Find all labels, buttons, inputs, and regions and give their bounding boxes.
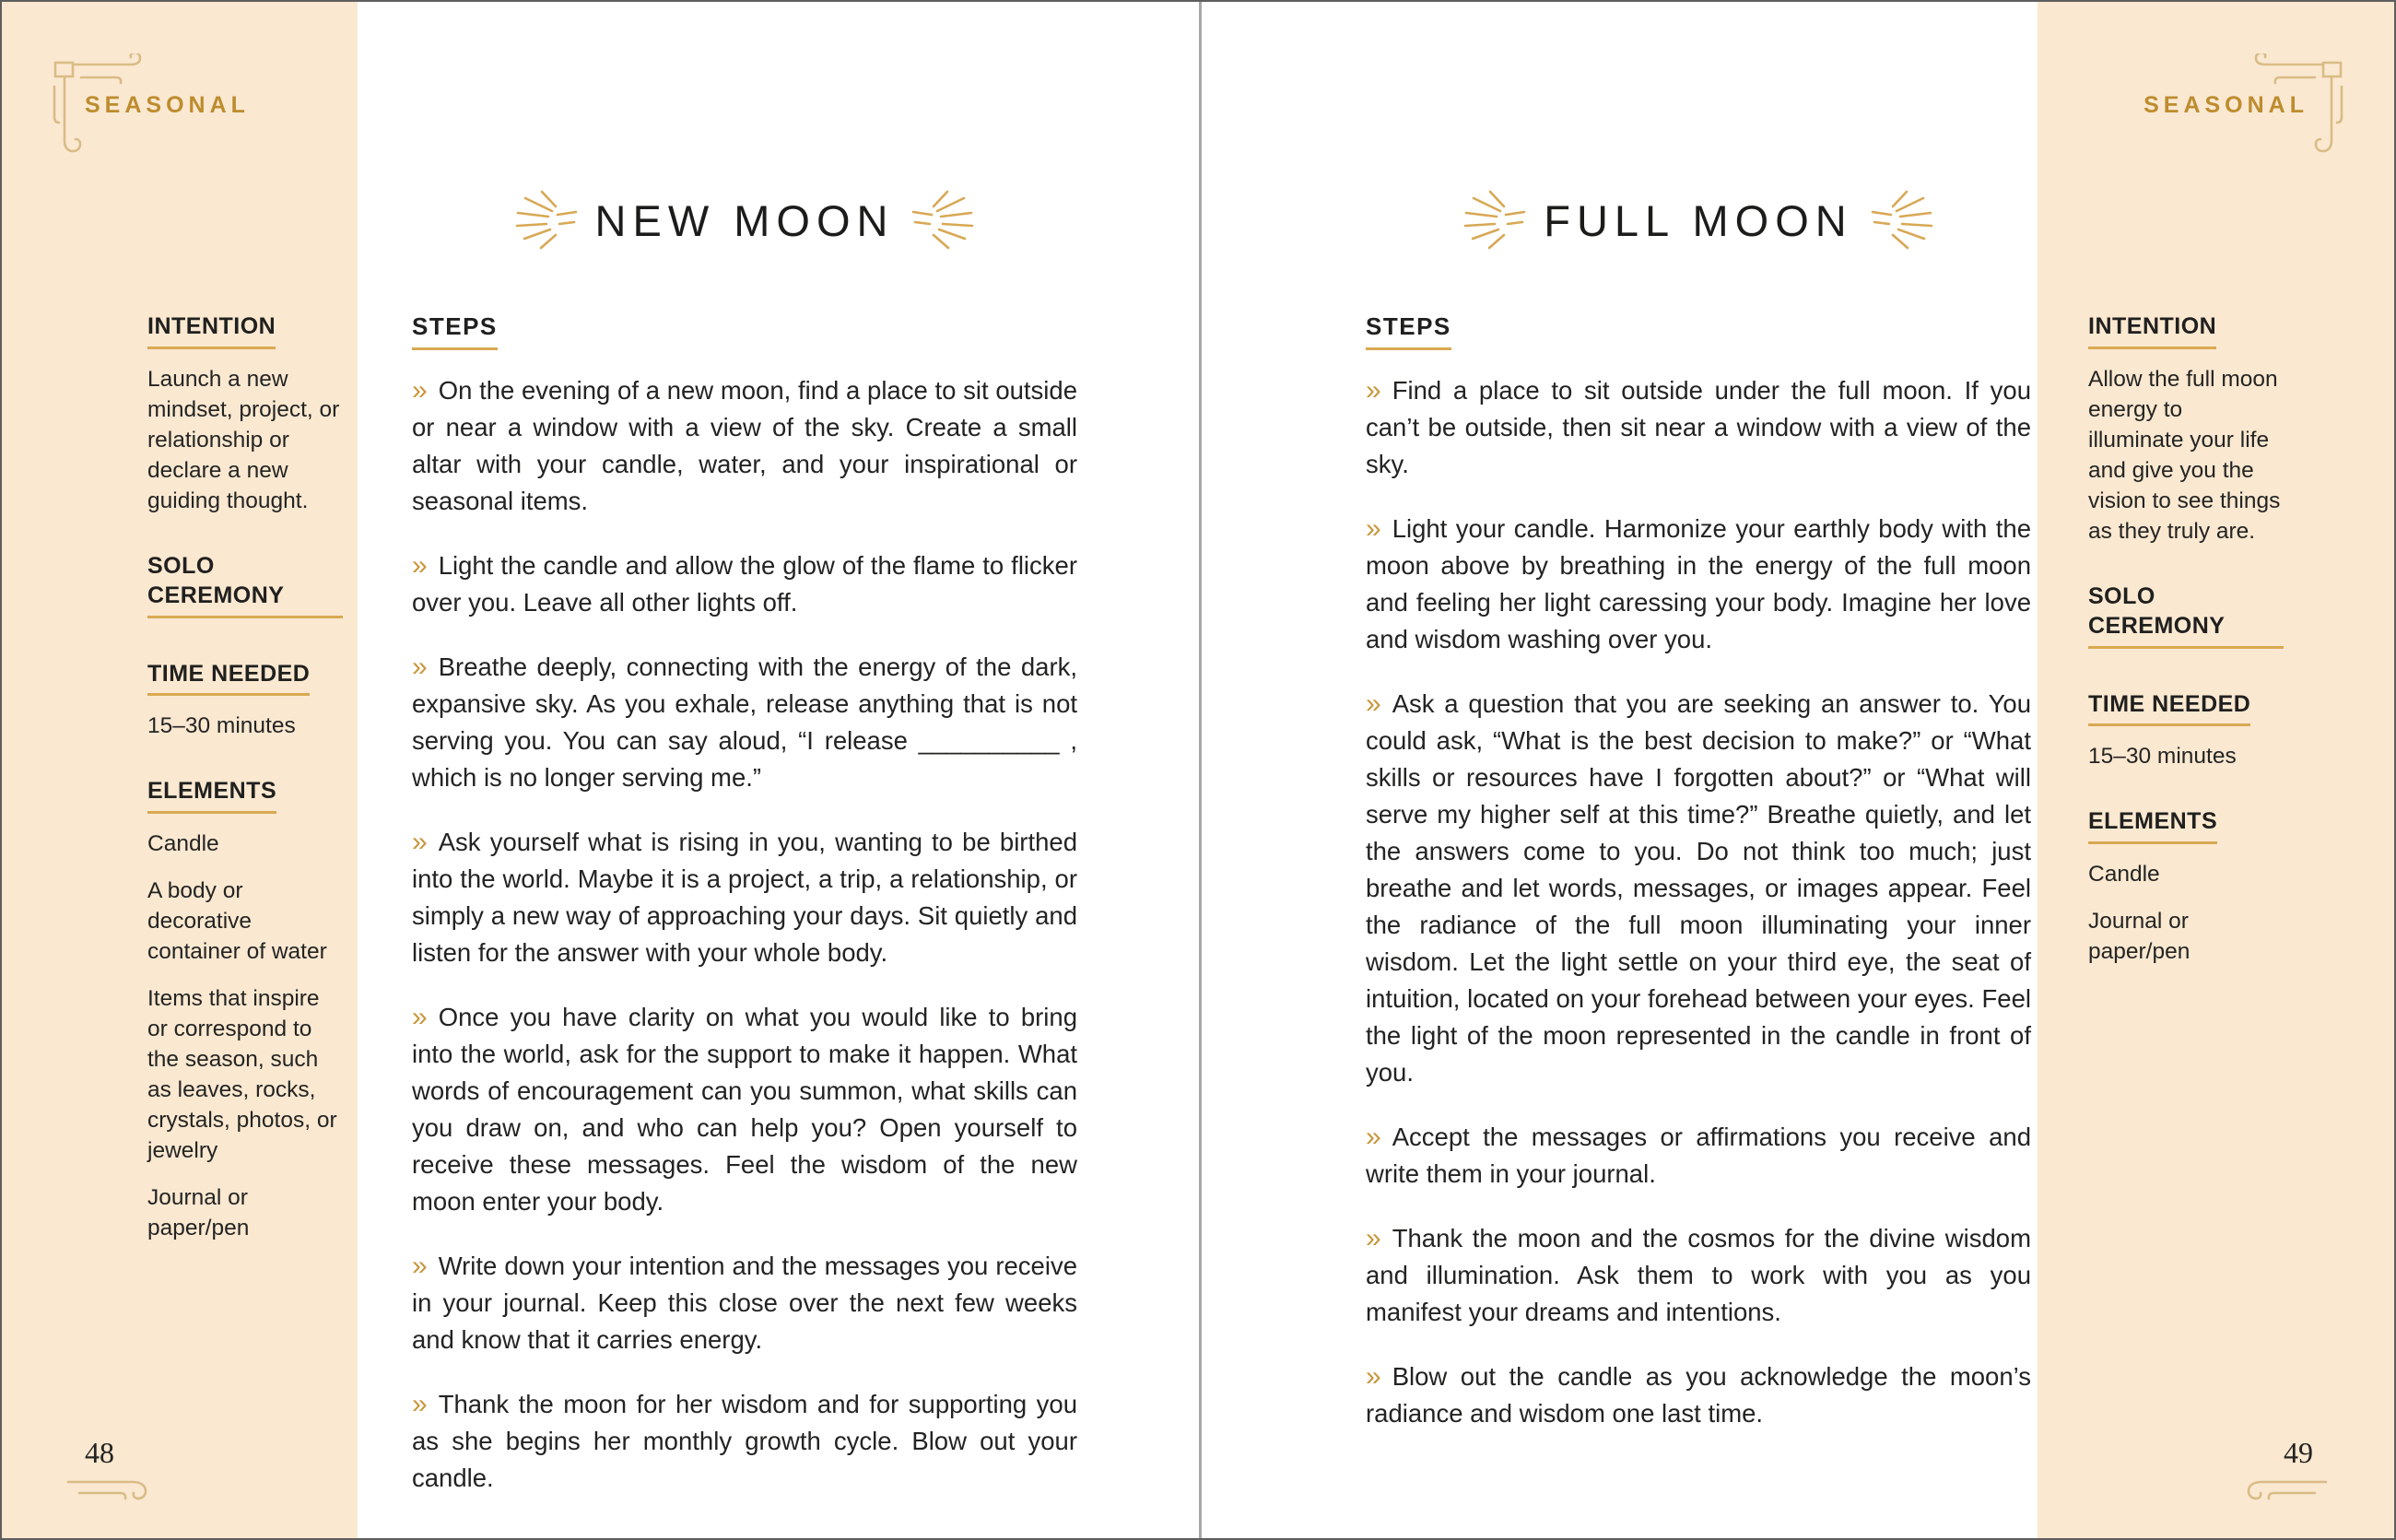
step-text: Once you have clarity on what you would like to bring into the world, ask for the support to make it happen. What words of encouragement can you summon, what skills can you draw on, and who can help you? Open yourself to receive these messages. Feel the wisdom of the new moon enter your body. [412,1002,1077,1216]
step-item [1366,511,2031,658]
step-item [1366,1220,2031,1331]
step-text: Thank the moon for her wisdom and for supporting you as she begins her monthly growth cycle. Blow out your candle. [412,1389,1077,1492]
chapter-title-block [1366,186,2031,255]
step-item [412,547,1077,621]
element-item: Journal or paper/pen [147,1184,250,1240]
elements-heading: ELEMENTS [147,776,276,814]
steps-heading: STEPS [1366,312,1451,350]
step-item [412,999,1077,1220]
intention-heading: INTENTION [2088,312,2216,349]
sunburst-rays-icon [1868,186,1934,255]
step-item [412,649,1077,796]
step-text: Find a place to sit outside under the full moon. If you can’t be outside, then sit near a window with a view of the sky. [1366,375,2031,478]
time-needed-heading: TIME NEEDED [147,659,310,697]
chevron-bullet-icon: » [412,651,428,682]
step-item [412,824,1077,971]
time-needed-heading: TIME NEEDED [2088,689,2250,727]
sunburst-rays-icon [1462,186,1529,255]
chevron-bullet-icon: » [412,1250,428,1281]
page-number: 48 [85,1436,114,1469]
running-head: SEASONAL [2143,92,2308,118]
step-item [1366,1358,2031,1432]
step-text: Light the candle and allow the glow of the flame to flicker over you. Leave all other lights off. [412,550,1077,617]
element-item: Candle [2088,861,2160,887]
step-item [412,1386,1077,1497]
running-head: SEASONAL [85,92,250,118]
ceremony-type-heading: SOLO CEREMONY [2088,582,2284,649]
time-needed-text: 15–30 minutes [147,713,296,738]
steps-heading: STEPS [412,312,498,350]
element-item: Journal or paper/pen [2088,908,2190,964]
step-item [412,1248,1077,1358]
step-text: Ask a question that you are seeking an answer to. You could ask, “What is the best decision to make?” or “What skills or resources have I forgotten about?” or “What will serve my higher self at this time?” Breathe quietly, and let the answers come to you. Do not think too much; just breathe and let words, messages, or images appear. Feel the radiance of the full moon illuminating your inner wisdom. Let the light settle on your third eye, the seat of intuition, located on your forehead between your eyes. Feel the light of the moon represented in the candle in front of you. [1366,688,2031,1087]
chevron-bullet-icon: » [1366,1360,1381,1392]
element-item: Candle [147,830,219,856]
chevron-bullet-icon: » [1366,374,1381,406]
element-item: A body or decorative container of water [147,877,327,964]
ceremony-info-sidebar [2088,312,2284,983]
step-item [1366,686,2031,1091]
steps-section [412,312,1077,1497]
intention-text: Launch a new mindset, project, or relationship or declare a new guiding thought. [147,366,340,513]
step-text: Breathe deeply, connecting with the energy of the dark, expansive sky. As you exhale, release anything that is not serving you. You can say aloud, “I release __________ , which is no longer serving me.” [412,652,1077,792]
sunburst-rays-icon [909,186,975,255]
page-title: FULL MOON [1544,196,1853,245]
step-item [1366,1119,2031,1193]
intention-heading: INTENTION [147,312,276,349]
steps-section [1366,312,2031,1432]
step-text: Light your candle. Harmonize your earthly body with the moon above by breathing in the energy of the full moon and feeling her light caressing your body. Imagine her love and wisdom washing over you. [1366,513,2031,653]
time-needed-text: 15–30 minutes [2088,744,2237,769]
step-text: Ask yourself what is rising in you, wanting to be birthed into the world. Maybe it is a project, a trip, a relationship, or simply a new way of approaching your days. Sit quietly and listen for the answer with your whole body. [412,827,1077,967]
bottom-flourish-icon [2241,1476,2328,1511]
bottom-flourish-icon [66,1476,153,1511]
ceremony-type-heading: SOLO CEREMONY [147,551,343,618]
element-item: Items that inspire or correspond to the season, such as leaves, rocks, crystals, photos, or jewelry [147,985,337,1163]
ceremony-info-sidebar [147,312,343,1260]
chevron-bullet-icon: » [412,1001,428,1032]
sunburst-rays-icon [514,186,581,255]
step-text: Write down your intention and the messages you receive in your journal. Keep this close over the next few weeks and know that it carries energy. [412,1251,1077,1354]
chevron-bullet-icon: » [1366,1121,1381,1152]
chevron-bullet-icon: » [412,826,428,857]
step-text: Accept the messages or affirmations you receive and write them in your journal. [1366,1122,2031,1188]
chevron-bullet-icon: » [1366,512,1381,544]
page-number: 49 [2284,1436,2313,1469]
chapter-title-block [412,186,1077,255]
chevron-bullet-icon: » [1366,688,1381,719]
chevron-bullet-icon: » [412,549,428,581]
elements-heading: ELEMENTS [2088,806,2217,844]
chevron-bullet-icon: » [1366,1222,1381,1253]
step-text: On the evening of a new moon, find a place to sit outside or near a window with a view of the sky. Create a small altar with your candle, water, and your inspirational or seasonal items. [412,375,1077,515]
intention-text: Allow the full moon energy to illuminate your life and give you the vision to see things as they truly are. [2088,366,2281,544]
chevron-bullet-icon: » [412,1388,428,1419]
page-gutter-divider [1199,2,1202,1538]
step-item [412,372,1077,520]
step-text: Thank the moon and the cosmos for the divine wisdom and illumination. Ask them to work with you as you manifest your dreams and intentions. [1366,1223,2031,1326]
step-text: Blow out the candle as you acknowledge the moon’s radiance and wisdom one last time. [1366,1361,2031,1428]
chevron-bullet-icon: » [412,374,428,406]
step-item [1366,372,2031,483]
page-title: NEW MOON [594,196,895,245]
